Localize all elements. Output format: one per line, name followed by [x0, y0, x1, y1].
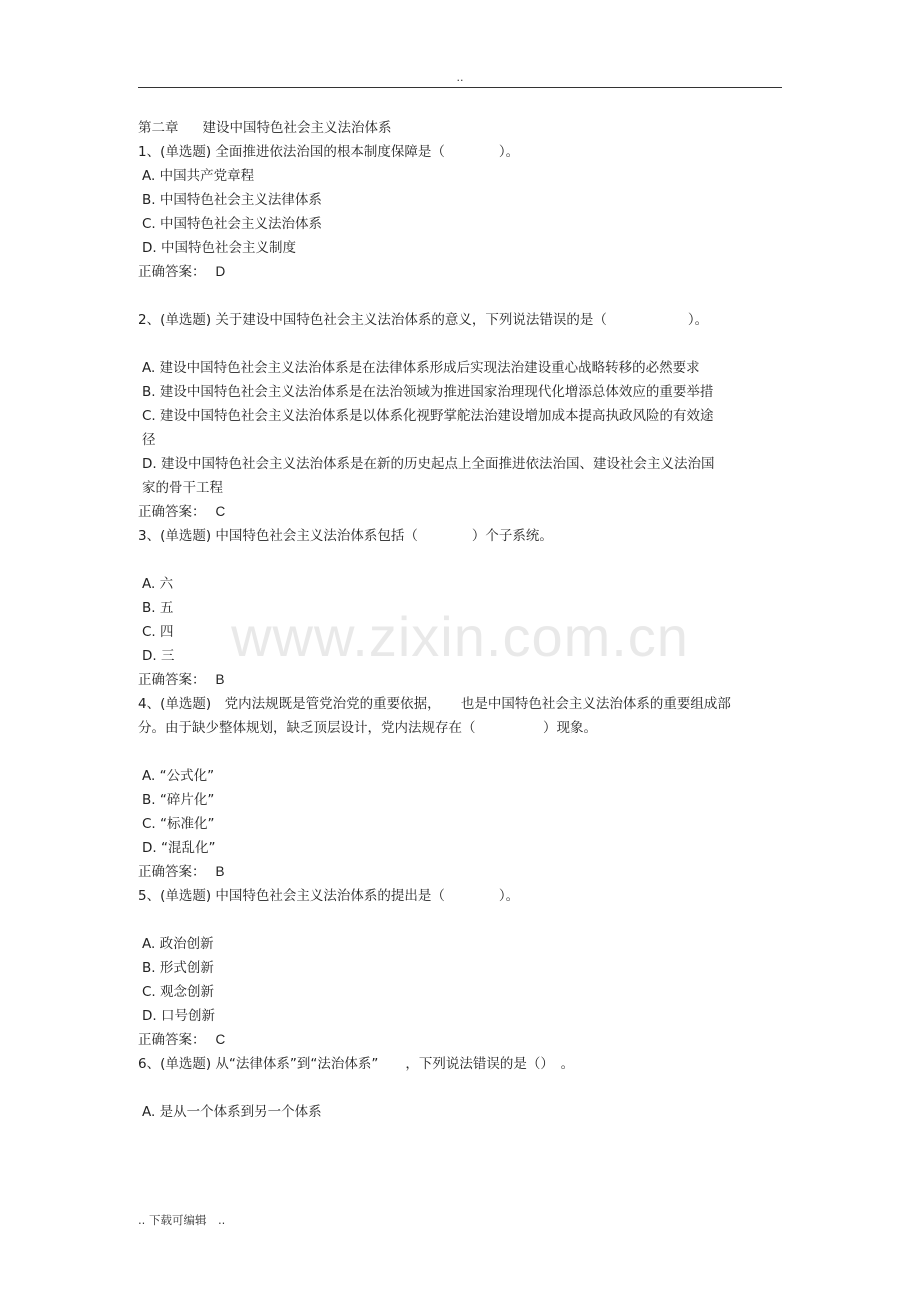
page-footer: .. 下载可编辑 .. [138, 1213, 226, 1227]
option-d: D. 三 [142, 648, 175, 664]
answer-label: 正确答案： [138, 864, 206, 880]
answer-label: 正确答案： [138, 672, 206, 688]
option-b: B. 中国特色社会主义法律体系 [142, 192, 322, 208]
question-stem: 6、(单选题) 从“法律体系”到“法治体系” ，下列说法错误的是（） 。 [138, 1056, 575, 1072]
option-d: D. 口号创新 [142, 1008, 215, 1024]
document-body [138, 116, 778, 1124]
question-stem: 2、(单选题) 关于建设中国特色社会主义法治体系的意义，下列说法错误的是（ ）。 [138, 312, 709, 328]
watermark: www.zixin.com.cn [231, 605, 689, 668]
option-a: A. 政治创新 [142, 936, 214, 952]
option-d: D. 中国特色社会主义制度 [142, 240, 296, 256]
question-stem: 1、(单选题) 全面推进依法治国的根本制度保障是（ ）。 [138, 144, 520, 160]
option-a: A. 建设中国特色社会主义法治体系是在法律体系形成后实现法治建设重心战略转移的必然要求 [142, 360, 700, 376]
option-b: B. 形式创新 [142, 960, 214, 976]
header-dots: .. [456, 71, 464, 84]
question-stem: 4、(单选题) 党内法规既是管党治党的重要依据， 也是中国特色社会主义法治体系的重要组成部分。由于缺少整体规划，缺乏顶层设计，党内法规存在（ ）现象。 [138, 696, 731, 736]
answer-label: 正确答案： [138, 1032, 206, 1048]
answer-label: 正确答案： [138, 264, 206, 280]
answer-line [138, 500, 778, 524]
answer-value: B [215, 864, 225, 879]
option-a: A. 中国共产党章程 [142, 168, 255, 184]
option-a: A. 六 [142, 576, 174, 592]
option-d: D. “混乱化” [142, 840, 216, 856]
answer-value: C [215, 1032, 226, 1047]
option-c: C. 观念创新 [142, 984, 215, 1000]
question-stem: 3、(单选题) 中国特色社会主义法治体系包括（ ）个子系统。 [138, 528, 553, 544]
answer-value: C [215, 504, 226, 519]
option-b: B. 建设中国特色社会主义法治体系是在法治领域为推进国家治理现代化增添总体效应的重要举措 [142, 384, 714, 400]
option-c: C. 中国特色社会主义法治体系 [142, 216, 323, 232]
answer-label: 正确答案： [138, 504, 206, 520]
question-stem: 5、(单选题) 中国特色社会主义法治体系的提出是（ ）。 [138, 888, 520, 904]
question-6 [138, 1052, 778, 1124]
question-1 [138, 140, 778, 284]
answer-line [138, 668, 778, 692]
question-4 [138, 692, 778, 884]
option-c: C. “标准化” [142, 816, 215, 832]
answer-value: D [215, 264, 226, 279]
chapter-number: 第二章 [138, 120, 179, 136]
answer-line [138, 1028, 778, 1052]
option-d: D. 建设中国特色社会主义法治体系是在新的历史起点上全面推进依法治国、建设社会主义法治国家的骨干工程 [142, 456, 715, 496]
answer-value: B [215, 672, 225, 687]
question-2 [138, 308, 778, 524]
option-b: B. “碎片化” [142, 792, 215, 808]
header-rule [138, 87, 782, 88]
chapter-title: 建设中国特色社会主义法治体系 [202, 120, 392, 136]
question-3 [138, 524, 778, 692]
answer-line [138, 860, 778, 884]
option-a: A. 是从一个体系到另一个体系 [142, 1104, 322, 1120]
option-c: C. 建设中国特色社会主义法治体系是以体系化视野掌舵法治建设增加成本提高执政风险的有效途径 [142, 408, 714, 448]
chapter-heading [138, 116, 778, 140]
option-b: B. 五 [142, 600, 174, 616]
option-c: C. 四 [142, 624, 174, 640]
answer-line [138, 260, 778, 284]
option-a: A. “公式化” [142, 768, 215, 784]
question-5 [138, 884, 778, 1052]
